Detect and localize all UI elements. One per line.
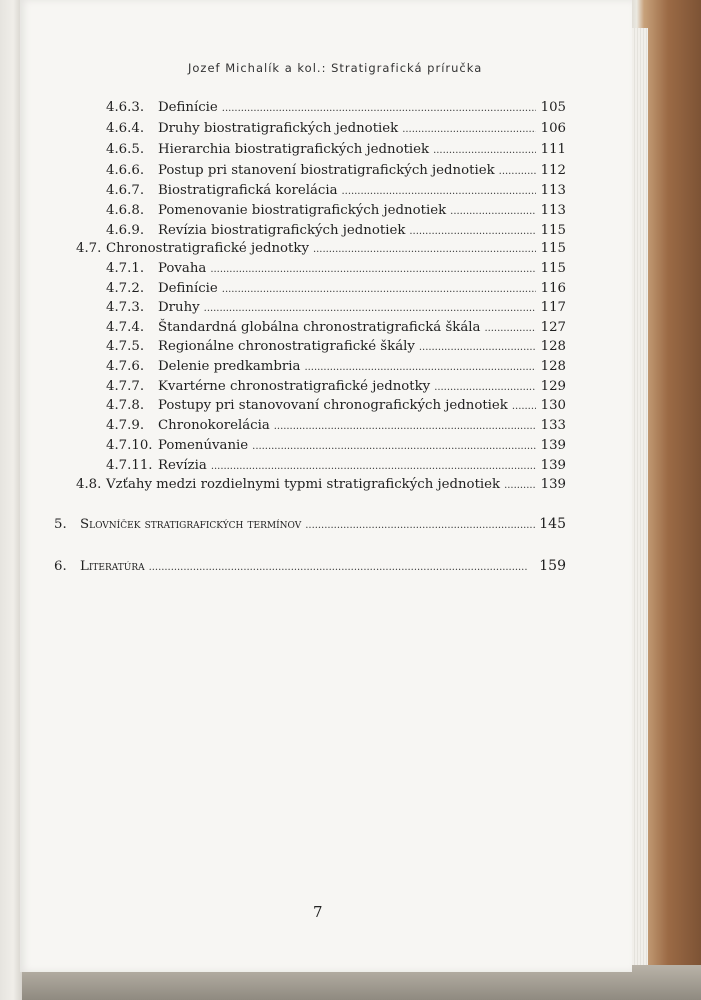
- toc-entry-number: 4.7.: [76, 241, 102, 256]
- toc-leader-dots: [204, 300, 536, 315]
- toc-entry-number: 4.7.3.: [106, 300, 145, 315]
- book-page: [20, 0, 632, 972]
- toc-entry-page: 113: [540, 183, 566, 198]
- toc-leader-dots: [402, 121, 536, 136]
- toc-leader-dots: [313, 241, 536, 256]
- toc-entry: [106, 220, 566, 238]
- toc-entry: [106, 200, 566, 218]
- toc-leader-dots: [433, 142, 536, 157]
- toc-leader-dots: [305, 517, 535, 532]
- toc-entry: [106, 118, 566, 136]
- toc-leader-dots: [434, 379, 536, 394]
- toc-leader-dots: [210, 261, 536, 276]
- toc-entry-page: 113: [540, 203, 566, 218]
- toc-entry-page: 115: [540, 261, 566, 276]
- running-head: Jozef Michalík a kol.: Stratigrafická príručka: [188, 61, 483, 75]
- toc-entry-title: Definície: [158, 281, 218, 296]
- toc-entry: [106, 415, 566, 433]
- toc-entry-title: Postupy pri stanovovaní chronografických jednotiek: [158, 398, 508, 413]
- toc-entry-number: 4.6.3.: [106, 100, 145, 115]
- toc-entry-number: 4.6.4.: [106, 121, 145, 136]
- toc-entry-number: 4.7.9.: [106, 418, 145, 433]
- toc-entry-number: 4.6.9.: [106, 223, 145, 238]
- toc-entry-page: 128: [540, 359, 566, 374]
- toc-leader-dots: [342, 183, 537, 198]
- toc-entry-page: 116: [540, 281, 566, 296]
- toc-leader-dots: [409, 223, 536, 238]
- toc-entry-page: 139: [540, 438, 566, 453]
- toc-entry-page: 117: [540, 300, 566, 315]
- toc-entry-page: 105: [540, 100, 566, 115]
- toc-leader-dots: [211, 458, 536, 473]
- toc-entry-number: 6.: [54, 559, 67, 574]
- toc-entry: [106, 180, 566, 198]
- toc-entry-title: Definície: [158, 100, 218, 115]
- toc-entry-page: 129: [540, 379, 566, 394]
- toc-entry-number: 4.7.1.: [106, 261, 145, 276]
- toc-entry-page: 130: [540, 398, 566, 413]
- toc-entry-page: 159: [539, 558, 566, 574]
- toc-entry-title: Slovníček stratigrafických termínov: [80, 517, 302, 532]
- toc-entry: [106, 278, 566, 296]
- previous-page-edge: [0, 0, 22, 1000]
- toc-entry-page: 111: [540, 142, 566, 157]
- toc-entry-title: Hierarchia biostratigrafických jednotiek: [158, 142, 430, 157]
- toc-entry: [106, 356, 566, 374]
- toc-entry-number: 4.6.5.: [106, 142, 145, 157]
- toc-entry-number: 4.8.: [76, 477, 102, 492]
- toc-leader-dots: [484, 320, 536, 335]
- toc-entry-number: 4.6.6.: [106, 163, 145, 178]
- toc-entry-title: Povaha: [158, 261, 207, 276]
- toc-entry-page: 128: [540, 339, 566, 354]
- toc-entry-number: 4.7.2.: [106, 281, 145, 296]
- toc-leader-dots: [504, 477, 536, 492]
- toc-leader-dots: [274, 418, 536, 433]
- page-number: 7: [313, 903, 323, 921]
- toc-entry-title: Postup pri stanovení biostratigrafických jednotiek: [158, 163, 495, 178]
- toc-entry-title: Delenie predkambria: [158, 359, 301, 374]
- toc-entry: [106, 97, 566, 115]
- toc-entry-number: 4.7.4.: [106, 320, 145, 335]
- toc-entry-number: 4.6.8.: [106, 203, 145, 218]
- toc-leader-dots: [252, 438, 536, 453]
- toc-entry: [106, 297, 566, 315]
- toc-entry-title: Vzťahy medzi rozdielnymi typmi stratigrafických jednotiek: [106, 477, 501, 492]
- toc-leader-dots: [512, 398, 536, 413]
- toc-entry-title: Revízia: [158, 458, 207, 473]
- toc-leader-dots: [450, 203, 536, 218]
- toc-leader-dots: [499, 163, 536, 178]
- toc-entry: [54, 556, 566, 574]
- toc-entry-number: 4.7.11.: [106, 458, 153, 473]
- toc-entry: [106, 139, 566, 157]
- toc-entry-title: Druhy biostratigrafických jednotiek: [158, 121, 399, 136]
- toc-entry-number: 5.: [54, 517, 67, 532]
- toc-entry-title: Biostratigrafická korelácia: [158, 183, 338, 198]
- toc-entry: [106, 435, 566, 453]
- toc-leader-dots: [222, 281, 536, 296]
- toc-entry: [76, 238, 566, 256]
- toc-entry-page: 139: [540, 477, 566, 492]
- toc-entry-page: 127: [540, 320, 566, 335]
- toc-entry-title: Štandardná globálna chronostratigrafická škála: [158, 320, 481, 335]
- toc-entry-number: 4.7.10.: [106, 438, 153, 453]
- toc-entry-page: 133: [540, 418, 566, 433]
- toc-entry-page: 139: [540, 458, 566, 473]
- toc-entry: [106, 395, 566, 413]
- toc-entry-title: Chronostratigrafické jednotky: [106, 241, 309, 256]
- toc-entry-title: Chronokorelácia: [158, 418, 270, 433]
- toc-entry: [76, 474, 566, 492]
- toc-entry: [106, 258, 566, 276]
- toc-entry-title: Druhy: [158, 300, 200, 315]
- toc-entry: [106, 455, 566, 473]
- toc-entry-title: Literatúra: [80, 559, 145, 574]
- toc-entry-page: 145: [539, 516, 566, 532]
- toc-entry-page: 106: [540, 121, 566, 136]
- toc-entry: [54, 514, 566, 532]
- toc-entry-number: 4.7.5.: [106, 339, 145, 354]
- toc-entry-title: Pomenovanie biostratigrafických jednotiek: [158, 203, 447, 218]
- toc-entry-number: 4.7.7.: [106, 379, 145, 394]
- toc-entry-title: Kvartérne chronostratigrafické jednotky: [158, 379, 431, 394]
- toc-entry: [106, 376, 566, 394]
- toc-entry: [106, 317, 566, 335]
- toc-entry-title: Pomenúvanie: [158, 438, 249, 453]
- toc-entry: [106, 336, 566, 354]
- toc-entry: [106, 160, 566, 178]
- toc-leader-dots: [419, 339, 536, 354]
- toc-entry-title: Regionálne chronostratigrafické škály: [158, 339, 415, 354]
- toc-entry-page: 115: [540, 241, 566, 256]
- toc-leader-dots: [304, 359, 536, 374]
- toc-entry-page: 115: [540, 223, 566, 238]
- toc-leader-dots: [149, 559, 536, 574]
- toc-entry-number: 4.6.7.: [106, 183, 145, 198]
- toc-entry-number: 4.7.6.: [106, 359, 145, 374]
- toc-leader-dots: [222, 100, 536, 115]
- toc-entry-page: 112: [540, 163, 566, 178]
- toc-entry-title: Revízia biostratigrafických jednotiek: [158, 223, 406, 238]
- toc-entry-number: 4.7.8.: [106, 398, 145, 413]
